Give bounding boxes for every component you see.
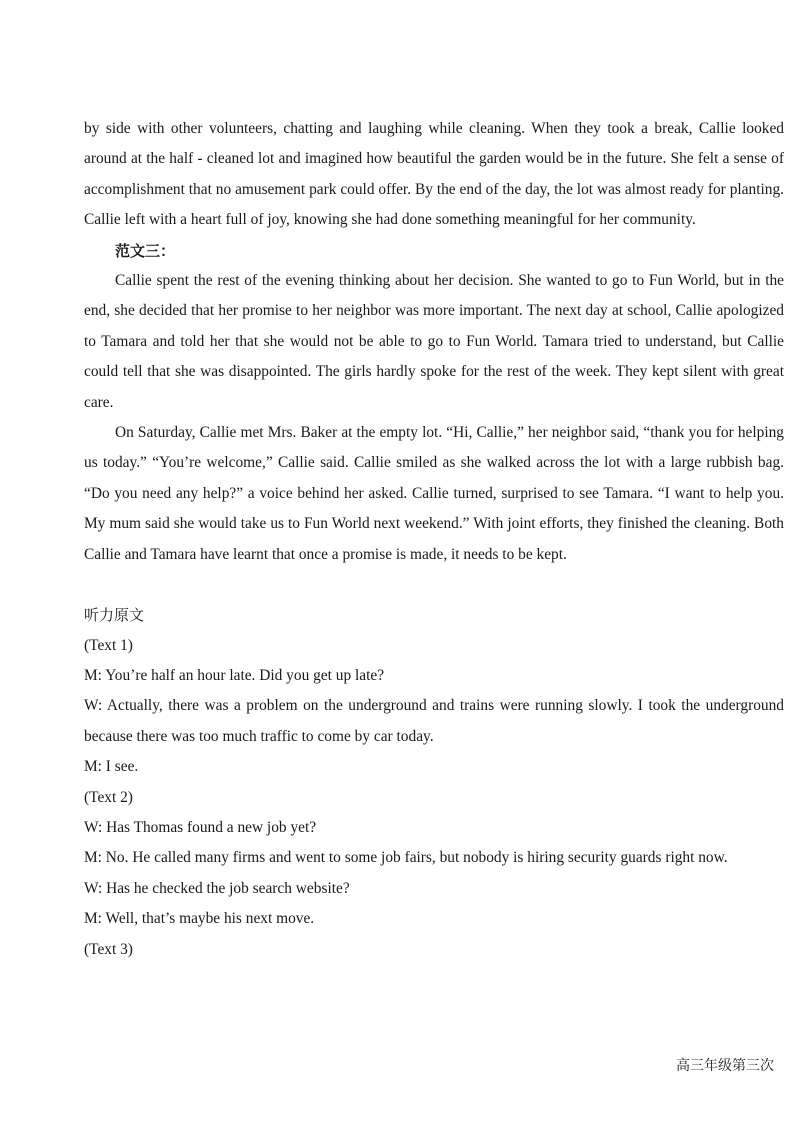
dialogue-line: M: Well, that’s maybe his next move. [84,910,315,928]
dialogue-line: W: Has he checked the job search website? [84,879,350,897]
dialogue-line: W: Has Thomas found a new job yet? [84,818,317,836]
listening-transcript-title: 听力原文 [84,606,145,625]
text-3-label: (Text 3) [84,940,133,958]
essay-3-paragraph-2: On Saturday, Callie met Mrs. Baker at the empty lot. “Hi, Callie,” her neighbor said, “thank you for helping us today.” “You’re welcome,” Callie said. Callie smiled as she walked across the lot with a large rubbish bag. “Do you need any help?” a voice behind her asked. Callie turned, surprised to see Tamara. “I want to help you. My mum said she would take us to Fun World next weekend.” With joint efforts, they finished the cleaning. Both Callie and Tamara have learnt that once a promise is made, it needs to be kept. [84,424,784,563]
text-1-label: (Text 1) [84,636,133,654]
dialogue-line: M: I see. [84,758,139,776]
dialogue-line: M: You’re half an hour late. Did you get up late? [84,666,385,684]
text-2-label: (Text 2) [84,788,133,806]
continuation-paragraph: by side with other volunteers, chatting and laughing while cleaning. When they took a break, Callie looked around at the half - cleaned lot and imagined how beautiful the garden would be in the future. She felt a sense of accomplishment that no amusement park could offer. By the end of the day, the lot was almost ready for planting. Callie left with a heart full of joy, knowing she had done something meaningful for her community. [84,120,784,229]
dialogue-line: W: Actually, there was a problem on the underground and trains were running slowly. I took the underground because there was too much traffic to come by car today. [84,697,784,745]
page-content [84,114,784,965]
page-footer: 高三年级第三次 [676,1058,774,1074]
essay-3-heading: 范文三： [115,241,176,260]
essay-3-paragraph-1: Callie spent the rest of the evening thinking about her decision. She wanted to go to Fun World, but in the end, she decided that her promise to her neighbor was more important. The next day at school, Callie apologized to Tamara and told her that she would not be able to go to Fun World. Tamara tried to understand, but Callie could tell that she was disappointed. The girls hardly spoke for the rest of the week. They kept silent with great care. [84,272,784,411]
dialogue-line: M: No. He called many firms and went to some job fairs, but nobody is hiring security guards right now. [84,849,728,867]
